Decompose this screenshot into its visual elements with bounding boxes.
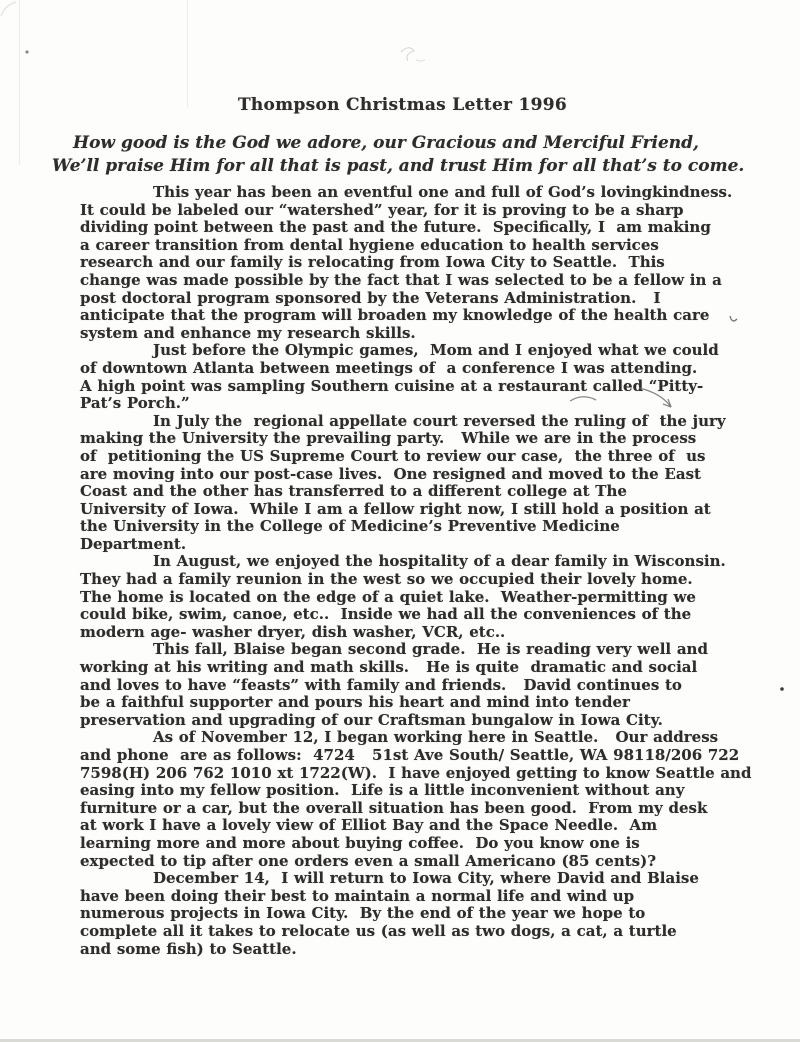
text-line: a career transition from dental hygiene education to health services <box>80 235 659 254</box>
text-line: anticipate that the program will broaden my knowledge of the health care <box>80 306 710 325</box>
text-line: numerous projects in Iowa City. By the end of the year we hope to <box>80 904 646 923</box>
text-line: modern age- washer dryer, dish washer, VCR, etc.. <box>80 622 506 641</box>
text-line: the University in the College of Medicine’s Preventive Medicine <box>80 517 620 536</box>
text-line: University of Iowa. While I am a fellow right now, I still hold a position at <box>80 499 711 518</box>
paragraph-6 <box>80 728 752 870</box>
letter-title: Thompson Christmas Letter 1996 <box>237 95 568 115</box>
text-line: complete all it takes to relocate us (as well as two dogs, a cat, a turtle <box>80 921 677 940</box>
ink-speck <box>25 50 28 53</box>
text-line: The home is located on the edge of a quiet lake. Weather-permitting we <box>80 587 696 606</box>
text-line: This fall, Blaise began second grade. He is reading very well and <box>153 640 708 659</box>
epigraph-line-1: How good is the God we adore, our Gracious and Merciful Friend, <box>73 133 699 153</box>
text-line: post doctoral program sponsored by the Veterans Administration. I <box>80 288 661 307</box>
ink-dot <box>780 687 784 691</box>
text-line: It could be labeled our “watershed” year, for it is proving to be a sharp <box>80 200 684 219</box>
letter-body <box>80 183 752 958</box>
text-line: could bike, swim, canoe, etc.. Inside we had all the conveniences of the <box>80 605 692 624</box>
text-line: 7598(H) 206 762 1010 xt 1722(W). I have enjoyed getting to know Seattle and <box>80 763 752 782</box>
pencil-smudge <box>401 48 414 61</box>
text-line: preservation and upgrading of our Craftsman bungalow in Iowa City. <box>80 710 663 729</box>
text-line: This year has been an eventful one and full of God’s lovingkindness. <box>153 183 733 201</box>
text-line: Coast and the other has transferred to a different college at The <box>80 482 627 501</box>
pencil-smudge <box>416 60 425 61</box>
text-line: December 14, I will return to Iowa City, where David and Blaise <box>153 869 699 888</box>
text-line: change was made possible by the fact that I was selected to be a fellow in a <box>80 270 722 289</box>
text-line: at work I have a lovely view of Elliot Bay and the Space Needle. Am <box>80 816 658 835</box>
text-line: easing into my fellow position. Life is a little inconvenient without any <box>80 781 685 800</box>
text-line: of downtown Atlanta between meetings of a conference I was attending. <box>80 358 698 377</box>
text-line: making the University the prevailing party. While we are in the process <box>80 429 697 448</box>
paragraph-2 <box>80 342 740 412</box>
text-line: A high point was sampling Southern cuisine at a restaurant called “Pitty- <box>80 376 704 395</box>
text-line: Pat’s Porch.” <box>80 394 190 413</box>
text-line: They had a family reunion in the west so we occupied their lovely home. <box>80 570 693 589</box>
paragraph-7 <box>80 870 740 958</box>
paragraph-5 <box>80 641 740 729</box>
text-line: In July the regional appellate court reversed the ruling of the jury <box>153 411 726 430</box>
text-line: and phone are as follows: 4724 51st Ave South/ Seattle, WA 98118/206 722 <box>80 746 740 764</box>
text-line: of petitioning the US Supreme Court to review our case, the three of us <box>80 446 706 465</box>
text-line: have been doing their best to maintain a normal life and wind up <box>80 886 635 905</box>
text-line: As of November 12, I began working here in Seattle. Our address <box>153 728 719 747</box>
text-line: expected to tip after one orders even a small Americano (85 cents)? <box>80 851 656 870</box>
text-line: dividing point between the past and the future. Specifically, I am making <box>80 218 711 237</box>
text-line: and some fish) to Seattle. <box>80 939 297 958</box>
text-line: system and enhance my research skills. <box>80 323 416 342</box>
paragraph-1 <box>80 184 740 342</box>
text-line: In August, we enjoyed the hospitality of a dear family in Wisconsin. <box>153 552 726 571</box>
epigraph-line-2: We’ll praise Him for all that is past, and trust Him for all that’s to come. <box>52 156 745 176</box>
text-line: research and our family is relocating from Iowa City to Seattle. This <box>80 253 665 272</box>
text-line: working at his writing and math skills. He is quite dramatic and social <box>80 658 698 677</box>
paragraph-3 <box>80 413 740 554</box>
text-line: are moving into our post-case lives. One resigned and moved to the East <box>80 464 701 483</box>
corner-scan-mark <box>1 2 16 16</box>
text-line: be a faithful supporter and pours his heart and mind into tender <box>80 693 630 712</box>
paragraph-4 <box>80 553 740 641</box>
text-line: Just before the Olympic games, Mom and I enjoyed what we could <box>153 341 719 360</box>
text-line: furniture or a car, but the overall situation has been good. From my desk <box>80 798 708 817</box>
text-line: and loves to have “feasts” with family and friends. David continues to <box>80 675 682 694</box>
epigraph <box>52 132 745 178</box>
text-line: learning more and more about buying coffee. Do you know one is <box>80 833 640 852</box>
text-line: Department. <box>80 534 187 553</box>
